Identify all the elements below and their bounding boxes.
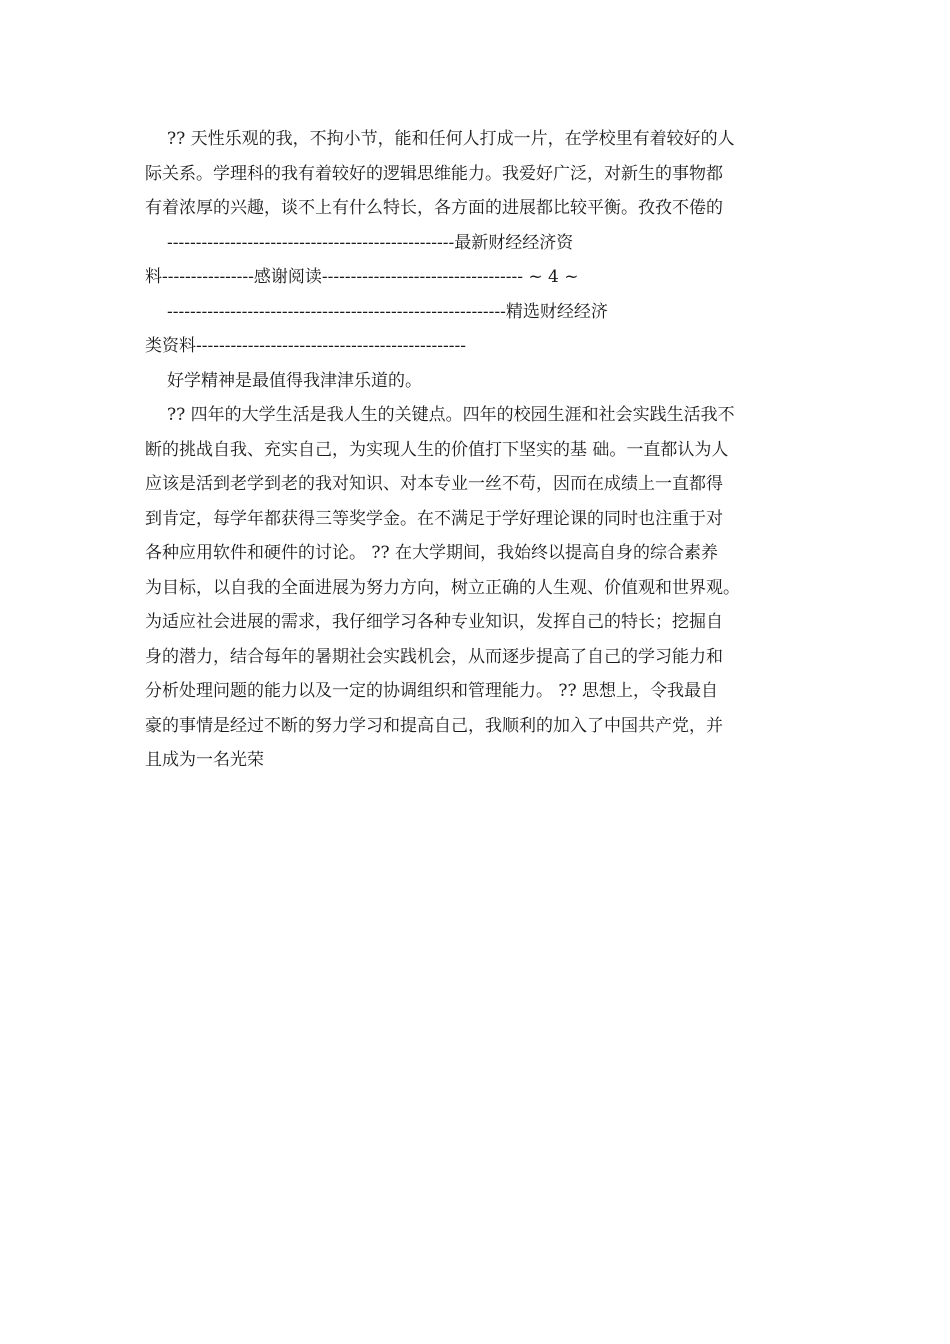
text-line: 好学精神是最值得我津津乐道的。 [167,370,422,391]
text-line: 豪的事情是经过不断的努力学习和提高自己，我顺利的加入了中国共产党，并 [145,715,723,736]
text-line: 应该是活到老学到老的我对知识、对本专业一丝不苟，因而在成绩上一直都得 [145,474,723,494]
text-line: ?? 天性乐观的我，不拘小节，能和任何人打成一片，在学校里有着较好的人 [167,129,735,149]
text-line: 有着浓厚的兴趣，谈不上有什么特长，各方面的进展都比较平衡。孜孜不倦的 [145,198,723,218]
text-line: 断的挑战自我、充实自己，为实现人生的价值打下坚实的基 础。一直都认为人 [145,439,729,460]
text-line: 且成为一名光荣 [145,750,264,770]
separator-line: 料----------------感谢阅读----------------------------------- ~ 4 ~ [145,267,579,287]
separator-line: 类资料----------------------------------------------- [145,336,466,356]
text-line: 各种应用软件和硬件的讨论。 ?? 在大学期间，我始终以提高自身的综合素养 [145,543,719,563]
text-line: 到肯定，每学年都获得三等奖学金。在不满足于学好理论课的同时也注重于对 [145,508,723,529]
text-line: ?? 四年的大学生活是我人生的关键点。四年的校园生涯和社会实践生活我不 [167,405,735,425]
text-line: 为适应社会进展的需求，我仔细学习各种专业知识，发挥自己的特长；挖掘自 [145,612,723,632]
separator-line: --------------------------------------------------最新财经经济资 [167,232,574,253]
text-line: 分析处理问题的能力以及一定的协调组织和管理能力。 ?? 思想上，令我最自 [145,681,719,701]
text-line: 际关系。学理科的我有着较好的逻辑思维能力。我爱好广泛，对新生的事物都 [145,163,723,184]
text-line: 为目标，以自我的全面进展为努力方向，树立正确的人生观、价值观和世界观。 [145,577,740,598]
text-line: 身的潜力，结合每年的暑期社会实践机会，从而逐步提高了自己的学习能力和 [145,646,723,667]
separator-line: -----------------------------------------------------------精选财经经济 [167,301,608,322]
body-text [145,122,810,778]
